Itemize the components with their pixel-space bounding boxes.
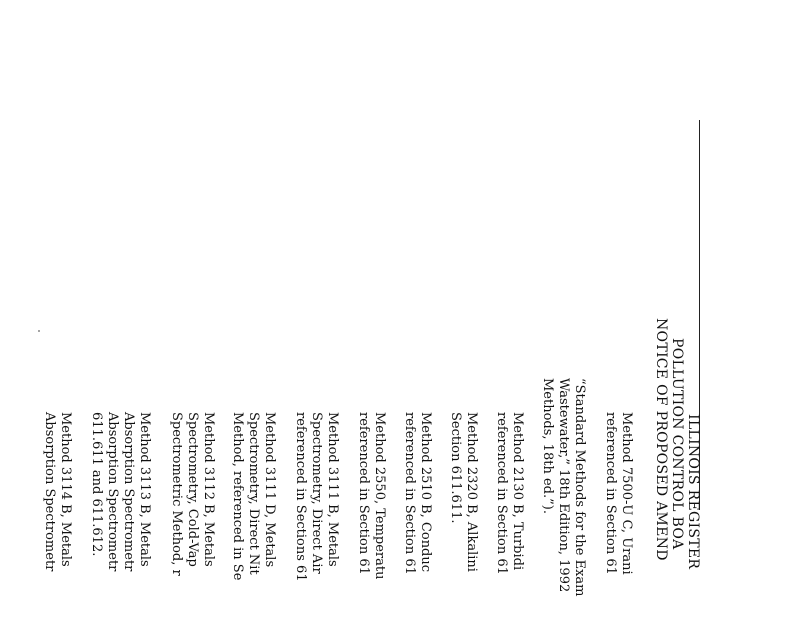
paragraph-line: Spectrometry, Cold-Vap — [185, 412, 200, 567]
paragraph-line: Method, referenced in Se — [230, 412, 245, 581]
paragraph-line: Method 3111 D, Metals — [262, 412, 277, 568]
paragraph-line: referenced in Section 61 — [603, 412, 618, 575]
paragraph-line: Method 3111 B, Metals — [325, 412, 340, 567]
board-name: POLLUTION CONTROL BOA — [669, 338, 685, 550]
paragraph-line: Method 2130 B, Turbidi — [510, 412, 525, 571]
paragraph-line: Method 2320 B, Alkalini — [464, 412, 479, 572]
paragraph-line: Absorption Spectrometr — [105, 412, 120, 572]
paragraph-line: Absorption Spectrometr — [42, 412, 57, 572]
paragraph-line: Method 3114 B, Metals — [58, 412, 73, 567]
scan-speck — [38, 330, 40, 332]
paragraph-line: referenced in Section 61 — [402, 412, 417, 575]
register-title: ILLINOIS REGISTER — [685, 414, 701, 570]
paragraph-line: Method 3113 B, Metals — [137, 412, 152, 567]
paragraph-line: referenced in Sections 61 — [293, 412, 308, 582]
paragraph-line: Method 7500-U C, Urani — [619, 412, 634, 575]
paragraph-line: Spectrometry, Direct Air — [309, 412, 324, 574]
paragraph-line: Absorption Spectrometr — [121, 412, 136, 572]
paragraph-line: referenced in Section 61 — [494, 412, 509, 575]
paragraph-line: Section 611.611. — [448, 412, 463, 524]
paragraph-line: referenced in Section 61 — [356, 412, 371, 575]
reference-line: “Standard Methods for the Exam — [572, 378, 587, 597]
notice-heading: NOTICE OF PROPOSED AMEND — [653, 318, 669, 561]
paragraph-line: 611.611 and 611.612. — [89, 412, 104, 557]
paragraph-line: Spectrometry, Direct Nit — [246, 412, 261, 575]
paragraph-line: Method 3112 B, Metals — [201, 412, 216, 567]
reference-line: Wastewater,” 18th Edition, 1992 — [556, 378, 571, 593]
reference-line: Methods, 18th ed.”). — [540, 378, 555, 514]
paragraph-line: Spectrometric Method, r — [169, 412, 184, 576]
paragraph-line: Method 2550, Temperatu — [372, 412, 387, 580]
paragraph-line: Method 2510 B, Conduc — [418, 412, 433, 573]
